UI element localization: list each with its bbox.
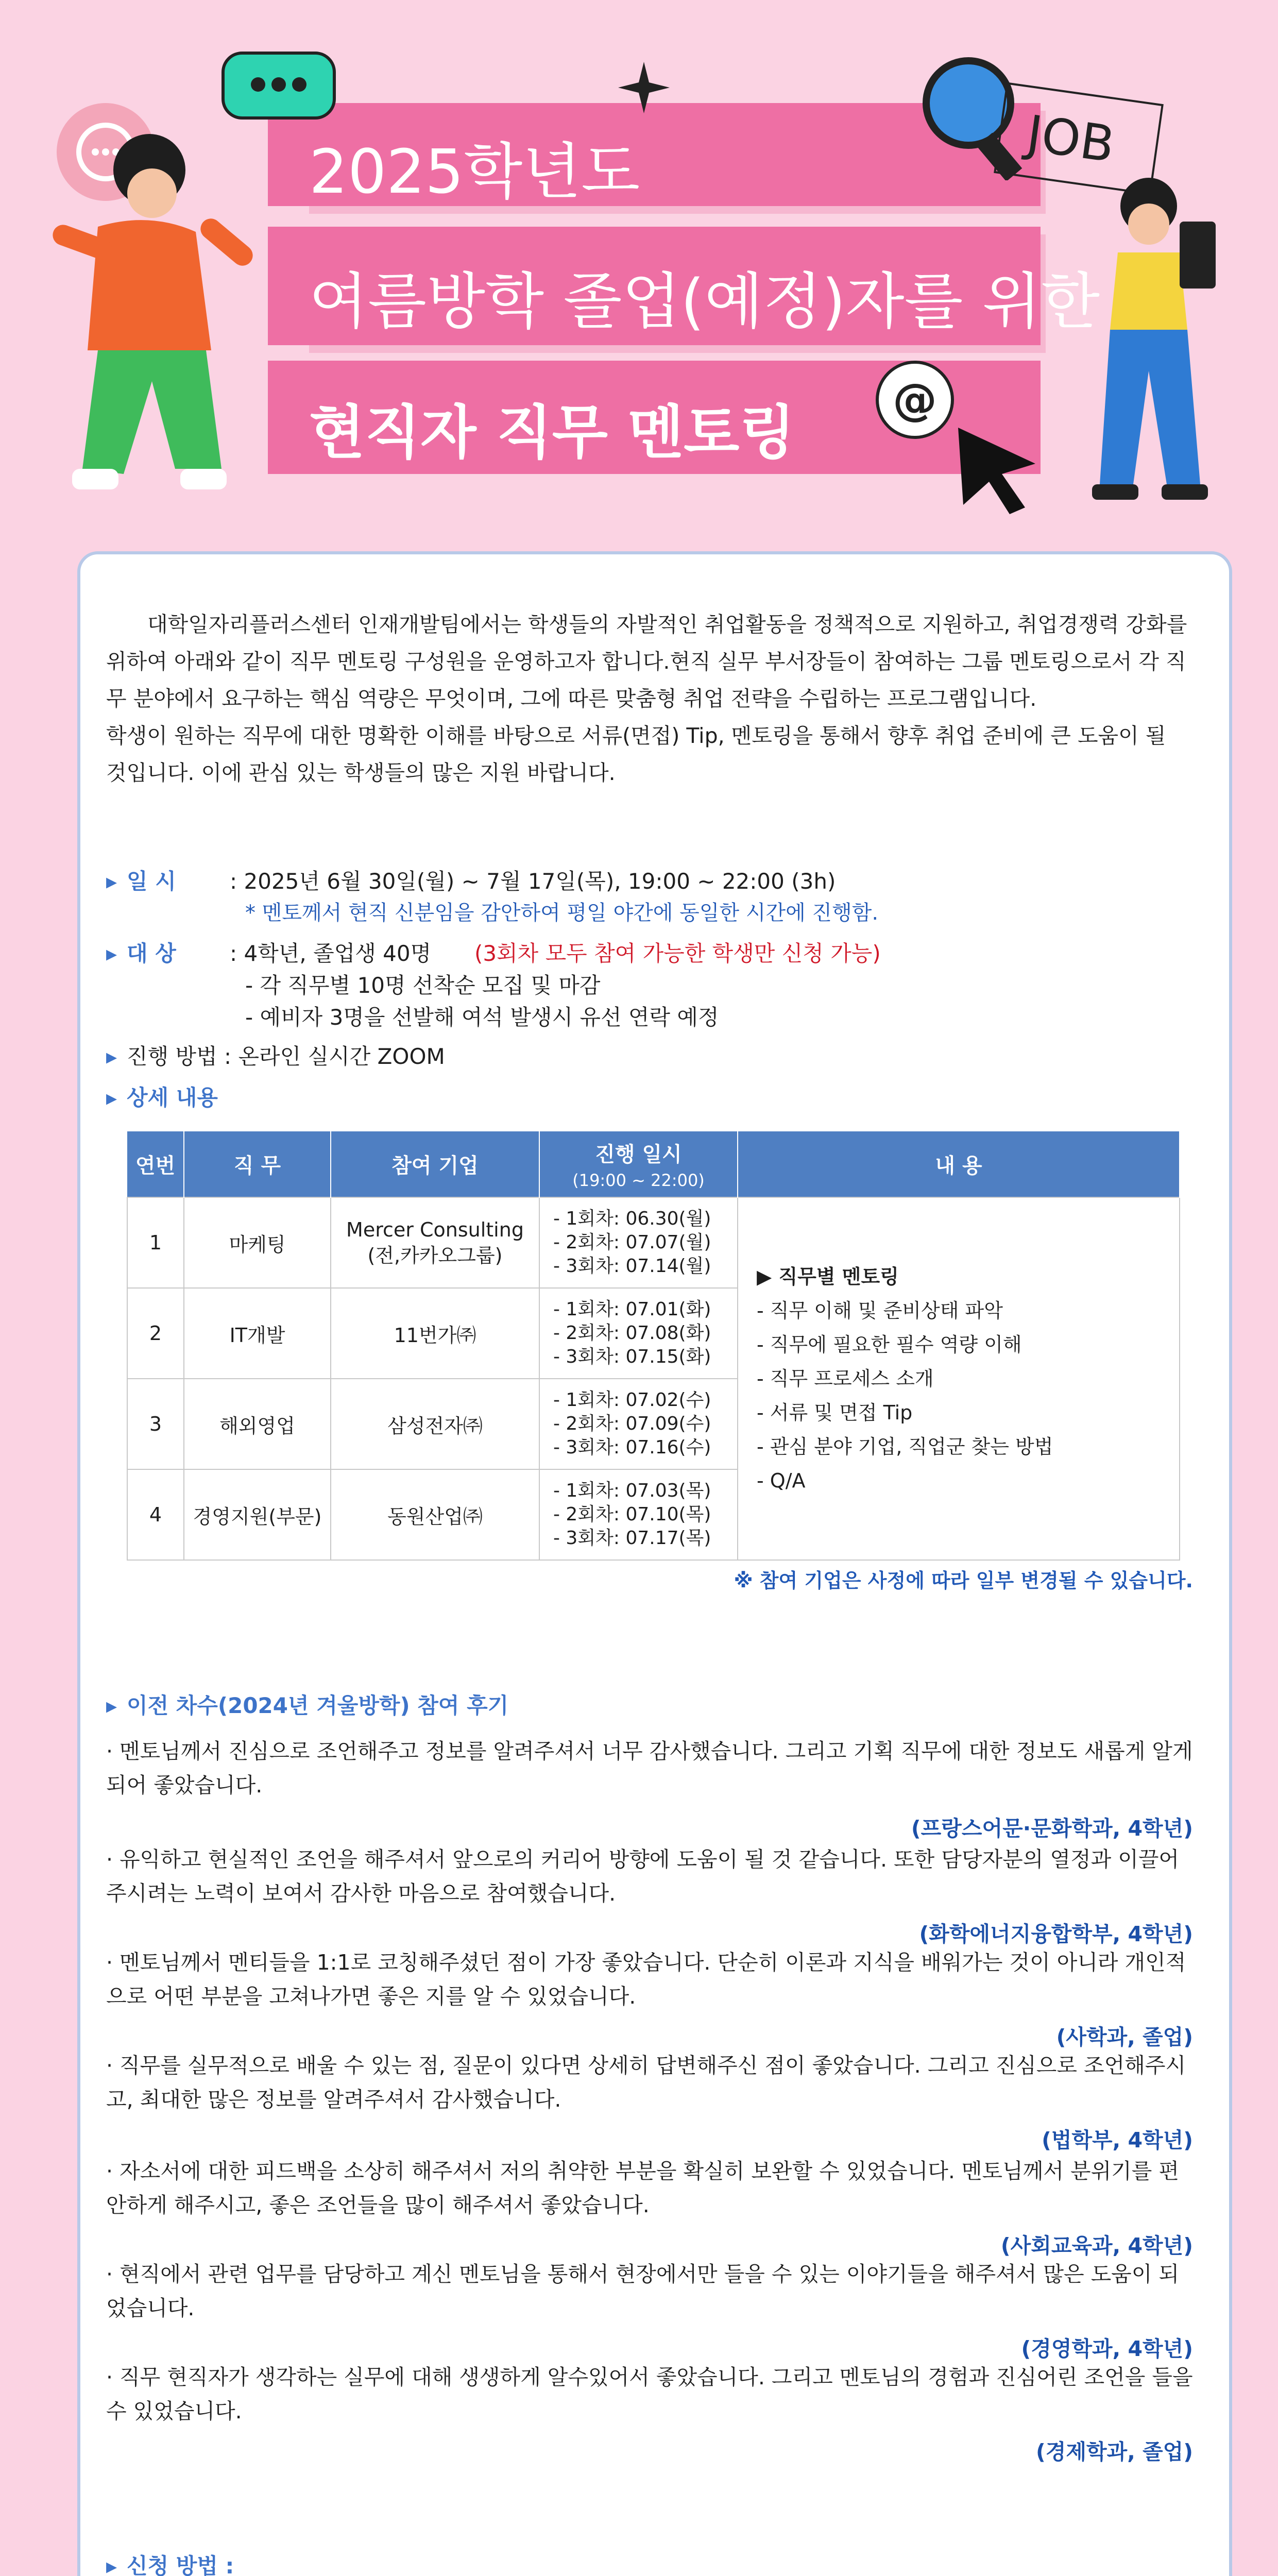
date-2: - 2회차: 07.09(수)	[553, 1413, 711, 1434]
row-no: 1	[127, 1197, 184, 1288]
apply-method-title: 신청 방법 :	[127, 2553, 234, 2576]
col-schedule-time: (19:00 ~ 22:00)	[572, 1171, 705, 1190]
cursor-icon	[953, 422, 1046, 515]
content-card	[77, 551, 1232, 2576]
row-job: 경영지원(부문)	[184, 1469, 331, 1560]
sparkle-icon	[618, 62, 670, 113]
method-text: 진행 방법 : 온라인 실시간 ZOOM	[127, 1044, 445, 1069]
row-job: 해외영업	[184, 1379, 331, 1469]
target-sub-1: - 각 직무별 10명 선착순 모집 및 마감	[245, 973, 601, 998]
row-dates	[539, 1288, 738, 1379]
content-item: - 직무 이해 및 준비상태 파악	[757, 1299, 1003, 1322]
method-line	[127, 1044, 445, 1070]
date-3: - 3회차: 07.16(수)	[553, 1437, 711, 1458]
row-dates	[539, 1197, 738, 1288]
col-job: 직 무	[184, 1131, 331, 1197]
row-company: 11번가㈜	[331, 1288, 539, 1379]
review-author: (법학부, 4학년)	[1042, 2128, 1193, 2153]
table-row	[127, 1197, 1180, 1288]
detail-title: 상세 내용	[127, 1085, 218, 1110]
review-author: (사학과, 졸업)	[1056, 2025, 1193, 2049]
review-author: (경제학과, 졸업)	[1036, 2439, 1193, 2464]
schedule-table	[127, 1131, 1180, 1561]
job-tag: JOB	[994, 82, 1164, 195]
content-item: - 서류 및 면접 Tip	[757, 1401, 913, 1424]
bullet-marker: ▸	[106, 869, 117, 894]
review-text: · 멘토님께서 멘티들을 1:1로 코칭해주셨던 점이 가장 좋았습니다. 단순히 이론과 지식을 배워가는 것이 아니라 개인적으로 어떤 부분을 고쳐나가면 좋은 지를 알 수 있었습니다.	[106, 1950, 1186, 2009]
row-no: 3	[127, 1379, 184, 1469]
intro-paragraph-2: 학생이 원하는 직무에 대한 명확한 이해를 바탕으로 서류(면접) Tip, 멘토링을 통해서 향후 취업 준비에 큰 도움이 될 것입니다. 이에 관심 있는 학생들의 많은 지원 바랍니다.	[106, 723, 1166, 785]
date-3: - 3회차: 07.15(화)	[553, 1346, 711, 1367]
col-no: 연번	[127, 1131, 184, 1197]
row-job: IT개발	[184, 1288, 331, 1379]
review-text: · 직무 현직자가 생각하는 실무에 대해 생생하게 알수있어서 좋았습니다. 그리고 멘토님의 경험과 진심어린 조언을 들을 수 있었습니다.	[106, 2365, 1193, 2424]
date-value: : 2025년 6월 30일(월) ~ 7월 17일(목), 19:00 ~ 22:00 (3h)	[230, 869, 836, 894]
target-sub-2: - 예비자 3명을 선발해 여석 발생시 유선 연락 예정	[245, 1005, 719, 1030]
bullet-marker: ▸	[106, 1085, 117, 1110]
date-1: - 1회차: 07.01(화)	[553, 1299, 711, 1320]
title-line-3: 현직자 직무 멘토링	[268, 361, 1041, 474]
col-schedule-title: 진행 일시	[595, 1143, 682, 1166]
row-no: 4	[127, 1469, 184, 1560]
target-label: 대 상	[127, 941, 176, 966]
chat-dots-icon	[221, 52, 336, 120]
review-author: (사회교육과, 4학년)	[1000, 2233, 1193, 2258]
bullet-marker: ▸	[106, 941, 117, 966]
row-company: 삼성전자㈜	[331, 1379, 539, 1469]
row-job: 마케팅	[184, 1197, 331, 1288]
intro-paragraph-1: 대학일자리플러스센터 인재개발팀에서는 학생들의 자발적인 취업활동을 정책적으로 지원하고, 취업경쟁력 강화를 위하여 아래와 같이 직무 멘토링 구성원을 운영하고자 합니다.현직 실무 부서장들이 참여하는 그룹 멘토링으로서 각 직무 분야에서 요구하는 핵심 역량은 무엇이며, 그에 따른 맞춤형 취업 전략을 수립하는 프로그램입니다.	[106, 612, 1187, 711]
row-company: Mercer Consulting (전,카카오그룹)	[331, 1197, 539, 1288]
review-author: (화학에너지융합학부, 4학년)	[919, 1922, 1193, 1946]
content-item: ▶ 직무별 멘토링	[757, 1265, 899, 1288]
date-2: - 2회차: 07.08(화)	[553, 1323, 711, 1344]
reviews-title: 이전 차수(2024년 겨울방학) 참여 후기	[127, 1693, 509, 1718]
review-author: (경영학과, 4학년)	[1021, 2336, 1193, 2361]
row-dates	[539, 1469, 738, 1560]
table-note: ※ 참여 기업은 사정에 따라 일부 변경될 수 있습니다.	[734, 1569, 1193, 1592]
content-item: - 직무에 필요한 필수 역량 이해	[757, 1333, 1022, 1356]
row-company: 동원산업㈜	[331, 1469, 539, 1560]
content-item: - Q/A	[757, 1469, 806, 1492]
row-content	[738, 1197, 1180, 1560]
col-content: 내 용	[738, 1131, 1180, 1197]
content-item: - 관심 분야 기업, 직업군 찾는 방법	[757, 1435, 1053, 1458]
review-text: · 멘토님께서 진심으로 조언해주고 정보를 알려주셔서 너무 감사했습니다. 그리고 기획 직무에 대한 정보도 새롭게 알게되어 좋았습니다.	[106, 1739, 1193, 1798]
review-author: (프랑스어문·문화학과, 4학년)	[911, 1816, 1193, 1841]
review-text: · 직무를 실무적으로 배울 수 있는 점, 질문이 있다면 상세히 답변해주신 점이 좋았습니다. 그리고 진심으로 조언해주시고, 최대한 많은 정보를 알려주셔서 감사했습니다.	[106, 2053, 1186, 2112]
date-1: - 1회차: 06.30(월)	[553, 1208, 711, 1229]
date-3: - 3회차: 07.14(월)	[553, 1256, 711, 1277]
date-3: - 3회차: 07.17(목)	[553, 1528, 711, 1549]
at-icon: @	[876, 361, 954, 439]
row-no: 2	[127, 1288, 184, 1379]
bullet-marker: ▸	[106, 1693, 117, 1718]
review-text: · 유익하고 현실적인 조언을 해주셔서 앞으로의 커리어 방향에 도움이 될 것 같습니다. 또한 담당자분의 열정과 이끌어주시려는 노력이 보여서 감사한 마음으로 참여했습니다.	[106, 1847, 1180, 1906]
bullet-marker: ▸	[106, 1044, 117, 1069]
date-2: - 2회차: 07.07(월)	[553, 1232, 711, 1253]
target-condition: (3회차 모두 참여 가능한 학생만 신청 가능)	[474, 941, 881, 966]
content-item: - 직무 프로세스 소개	[757, 1367, 934, 1390]
review-text: · 자소서에 대한 피드백을 소상히 해주셔서 저의 취약한 부분을 확실히 보완할 수 있었습니다. 멘토님께서 분위기를 편안하게 해주시고, 좋은 조언들을 많이 해주셔서 좋았습니다.	[106, 2159, 1180, 2217]
woman-illustration-left	[41, 134, 278, 515]
date-2: - 2회차: 07.10(목)	[553, 1504, 711, 1525]
target-value: : 4학년, 졸업생 40명	[230, 941, 432, 966]
col-schedule	[539, 1131, 738, 1197]
row-dates	[539, 1379, 738, 1469]
table-header-row	[127, 1131, 1180, 1197]
title-line-2: 여름방학 졸업(예정)자를 위한	[268, 227, 1041, 345]
review-text: · 현직에서 관련 업무를 담당하고 계신 멘토님을 통해서 현장에서만 들을 수 있는 이야기들을 해주셔서 많은 도움이 되었습니다.	[106, 2262, 1180, 2320]
date-note: * 멘토께서 현직 신분임을 감안하여 평일 야간에 동일한 시간에 진행함.	[245, 901, 879, 925]
bullet-marker: ▸	[106, 2553, 117, 2576]
date-1: - 1회차: 07.03(목)	[553, 1480, 711, 1501]
title-line-1: 2025학년도	[268, 103, 1041, 206]
col-company: 참여 기업	[331, 1131, 539, 1197]
date-label: 일 시	[127, 869, 176, 894]
woman-illustration-right	[1071, 175, 1247, 505]
date-1: - 1회차: 07.02(수)	[553, 1389, 711, 1411]
header	[0, 0, 1278, 515]
